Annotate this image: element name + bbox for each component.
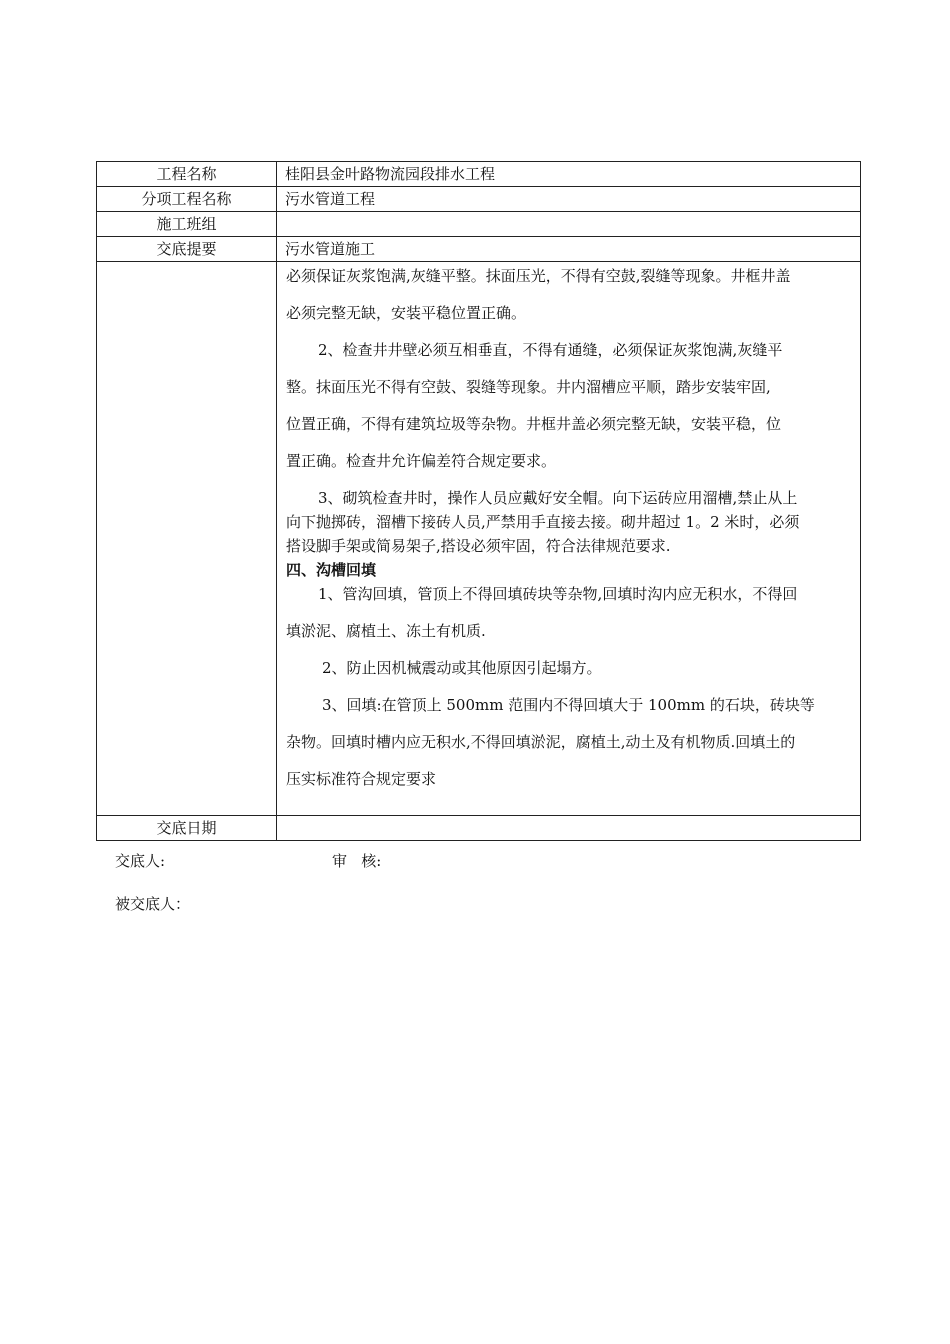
subproject-name-label: 分项工程名称 [97, 187, 277, 212]
text-line: 向下抛掷砖，溜槽下接砖人员,严禁用手直接去接。砌井超过 1。2 米时，必须 [286, 513, 800, 531]
paragraph-6 [286, 687, 853, 798]
text-line: 3、回填:在管顶上 500mm 范围内不得回填大于 100mm 的石块，砖块等 [322, 696, 815, 714]
text-line: 压实标准符合规定要求 [286, 770, 437, 788]
text-line: 3、砌筑检查井时，操作人员应戴好安全帽。向下运砖应用溜槽,禁止从上 [318, 489, 798, 507]
text-line: 填淤泥、腐植土、冻土有机质. [286, 622, 486, 640]
content-label-cell [97, 262, 277, 816]
paragraph-5: 2、防止因机械震动或其他原因引起塌方。 [322, 659, 602, 677]
text-line: 置正确。检查井允许偏差符合规定要求。 [286, 452, 557, 470]
discloser-label: 交底人: [115, 852, 166, 870]
text-line: 2、检查井井壁必须互相垂直，不得有通缝，必须保证灰浆饱满,灰缝平 [318, 341, 783, 359]
text-line: 整。抹面压光不得有空鼓、裂缝等现象。井内溜槽应平顺，踏步安装牢固, [286, 378, 771, 396]
paragraph-3 [286, 486, 853, 558]
paragraph-2 [286, 332, 853, 480]
construction-team-value [277, 212, 861, 237]
table-row [97, 262, 861, 816]
text-line: 必须保证灰浆饱满,灰缝平整。抹面压光，不得有空鼓,裂缝等现象。井框井盖 [286, 267, 791, 285]
project-name-label: 工程名称 [97, 162, 277, 187]
recipient-label: 被交底人： [115, 895, 191, 913]
paragraph-1 [286, 258, 853, 332]
disclosure-form-table [96, 161, 861, 841]
text-line: 必须完整无缺，安装平稳位置正确。 [286, 304, 527, 322]
table-row [97, 187, 861, 212]
disclosure-summary-value: 污水管道施工 [277, 237, 861, 262]
project-name-value: 桂阳县金叶路物流园段排水工程 [277, 162, 861, 187]
construction-team-label: 施工班组 [97, 212, 277, 237]
table-row [97, 816, 861, 841]
text-line: 位置正确，不得有建筑垃圾等杂物。井框井盖必须完整无缺，安装平稳，位 [286, 415, 782, 433]
disclosure-content [277, 262, 861, 816]
section-heading: 四、沟槽回填 [286, 561, 377, 579]
subproject-name-value: 污水管道工程 [277, 187, 861, 212]
text-line: 1、管沟回填，管顶上不得回填砖块等杂物,回填时沟内应无积水，不得回 [318, 585, 798, 603]
text-line: 搭设脚手架或简易架子,搭设必须牢固，符合法律规范要求. [286, 537, 671, 555]
disclosure-date-label: 交底日期 [97, 816, 277, 841]
table-row [97, 212, 861, 237]
disclosure-date-value [277, 816, 861, 841]
text-line: 杂物。回填时槽内应无积水,不得回填淤泥，腐植土,动土及有机物质.回填土的 [286, 733, 796, 751]
disclosure-summary-label: 交底提要 [97, 237, 277, 262]
paragraph-4 [286, 576, 853, 650]
table-row [97, 162, 861, 187]
reviewer-label: 审 核: [332, 852, 382, 870]
